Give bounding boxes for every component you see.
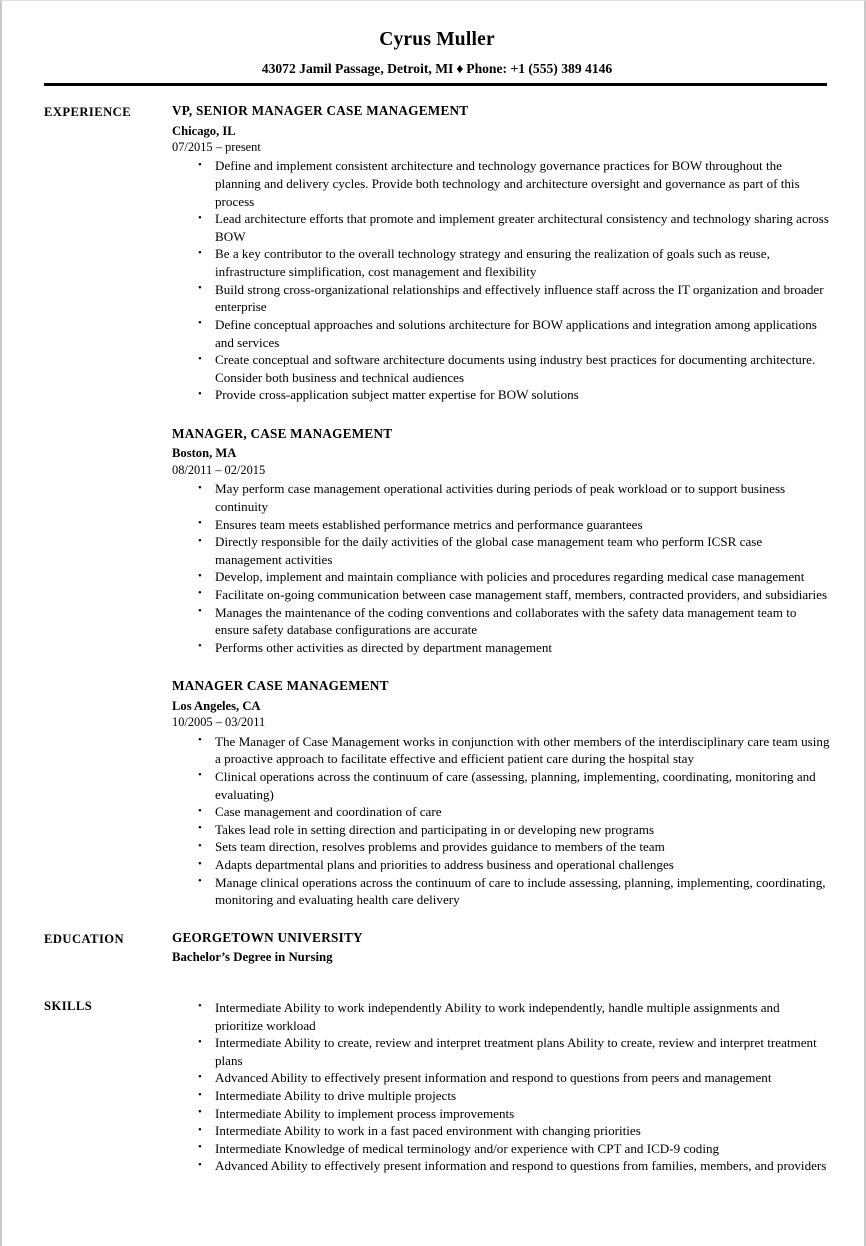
resume-sheet: [2, 1, 864, 1246]
job-bullet: • May perform case management operational activities during periods of peak workload or to support business continuity: [192, 480, 830, 515]
job-bullet: • The Manager of Case Management works in conjunction with other members of the interdisciplinary care team using a proactive approach to facilitate effective and efficient patient care during the hospital stay: [192, 733, 830, 768]
job-bullet: • Takes lead role in setting direction and participating in or developing new programs: [192, 821, 830, 839]
job-bullet-list: [172, 157, 830, 404]
job-location: Chicago, IL: [172, 123, 236, 138]
section-label-experience: EXPERIENCE: [44, 105, 132, 120]
job-dates: 08/2011 – 02/2015: [172, 462, 266, 477]
job-bullet: • Define and implement consistent architecture and technology governance practices for BOW throughout the planning and delivery cycles. Provide both technology and architecture oversight and governance as part of this process: [192, 157, 830, 210]
skill-bullet: • Intermediate Ability to drive multiple projects: [192, 1087, 830, 1105]
skill-bullet: • Advanced Ability to effectively present information and respond to questions from peers and management: [192, 1069, 830, 1087]
job-entry: [172, 678, 830, 908]
job-entry: [172, 103, 830, 404]
contact-line: [44, 61, 830, 77]
candidate-name: Cyrus Muller: [379, 29, 495, 50]
job-bullet: • Sets team direction, resolves problems and provides guidance to members of the team: [192, 838, 830, 856]
job-bullet: • Manages the maintenance of the coding conventions and collaborates with the safety data management team to ensure safety database configurations are accurate: [192, 604, 830, 639]
job-bullet: • Build strong cross-organizational relationships and effectively influence staff across the IT organization and broader enterprise: [192, 281, 830, 316]
job-bullet: • Case management and coordination of care: [192, 803, 830, 821]
job-bullet: • Clinical operations across the continuum of care (assessing, planning, implementing, coordinating, monitoring and evaluating): [192, 768, 830, 803]
job-location: Los Angeles, CA: [172, 698, 261, 713]
skill-bullet: • Advanced Ability to effectively present information and respond to questions from families, members, and providers: [192, 1157, 830, 1175]
skill-bullet: • Intermediate Ability to implement process improvements: [192, 1105, 830, 1123]
job-bullet: • Define conceptual approaches and solutions architecture for BOW applications and integration among applications and services: [192, 316, 830, 351]
job-bullet: • Manage clinical operations across the continuum of care to include assessing, planning, implementing, coordinating, monitoring and evaluating health care delivery: [192, 874, 830, 909]
education-section: [44, 930, 830, 966]
education-school: GEORGETOWN UNIVERSITY: [172, 929, 363, 945]
job-location: Boston, MA: [172, 446, 237, 461]
section-label-skills: SKILLS: [44, 998, 93, 1013]
job-bullet: • Adapts departmental plans and priorities to address business and operational challenges: [192, 856, 830, 874]
job-bullet: • Provide cross-application subject matter expertise for BOW solutions: [192, 386, 830, 404]
experience-section: [44, 103, 830, 909]
skills-bullet-list: [172, 999, 830, 1175]
skills-body: [172, 997, 830, 1175]
job-bullet: • Performs other activities as directed by department management: [192, 639, 830, 657]
skill-bullet: • Intermediate Ability to work in a fast paced environment with changing priorities: [192, 1122, 830, 1140]
job-bullet: • Create conceptual and software architecture documents using industry best practices for documenting architecture. Consider both business and technical audiences: [192, 351, 830, 386]
skill-bullet: • Intermediate Ability to work independently Ability to work independently, handle multiple assignments and prioritize workload: [192, 999, 830, 1034]
diamond-separator-icon: ♦: [456, 61, 464, 77]
skills-section: [44, 997, 830, 1175]
resume-header: [44, 29, 830, 86]
job-bullet: • Be a key contributor to the overall technology strategy and ensuring the realization of goals such as reuse, infrastructure simplification, cost management and flexibility: [192, 245, 830, 280]
candidate-address: 43072 Jamil Passage, Detroit, MI: [261, 61, 454, 77]
experience-body: [172, 103, 830, 909]
job-title: MANAGER, CASE MANAGEMENT: [172, 425, 393, 441]
job-bullet: • Ensures team meets established performance metrics and performance guarantees: [192, 516, 830, 534]
job-bullet-list: [172, 480, 830, 656]
job-bullet: • Directly responsible for the daily activities of the global case management team who perform ICSR case management activities: [192, 533, 830, 568]
job-title: MANAGER CASE MANAGEMENT: [172, 678, 389, 694]
education-body: [172, 930, 830, 966]
skill-bullet: • Intermediate Ability to create, review and interpret treatment plans Ability to create, review and interpret treatment plans: [192, 1034, 830, 1069]
job-bullet-list: [172, 733, 830, 909]
skill-bullet: • Intermediate Knowledge of medical terminology and/or experience with CPT and ICD-9 coding: [192, 1140, 830, 1158]
job-dates: 10/2005 – 03/2011: [172, 715, 266, 730]
candidate-phone: Phone: +1 (555) 389 4146: [466, 61, 613, 77]
section-label-education: EDUCATION: [44, 931, 125, 946]
job-bullet: • Develop, implement and maintain compliance with policies and procedures regarding medical case management: [192, 568, 830, 586]
job-dates: 07/2015 – present: [172, 139, 261, 154]
job-entry: [172, 426, 830, 656]
job-bullet: • Lead architecture efforts that promote and implement greater architectural consistency and technology sharing across BOW: [192, 210, 830, 245]
education-degree: Bachelor’s Degree in Nursing: [172, 950, 333, 965]
job-title: VP, SENIOR MANAGER CASE MANAGEMENT: [172, 103, 469, 119]
job-bullet: • Facilitate on-going communication between case management staff, members, contracted providers, and subsidiaries: [192, 586, 830, 604]
header-divider: [44, 83, 827, 86]
